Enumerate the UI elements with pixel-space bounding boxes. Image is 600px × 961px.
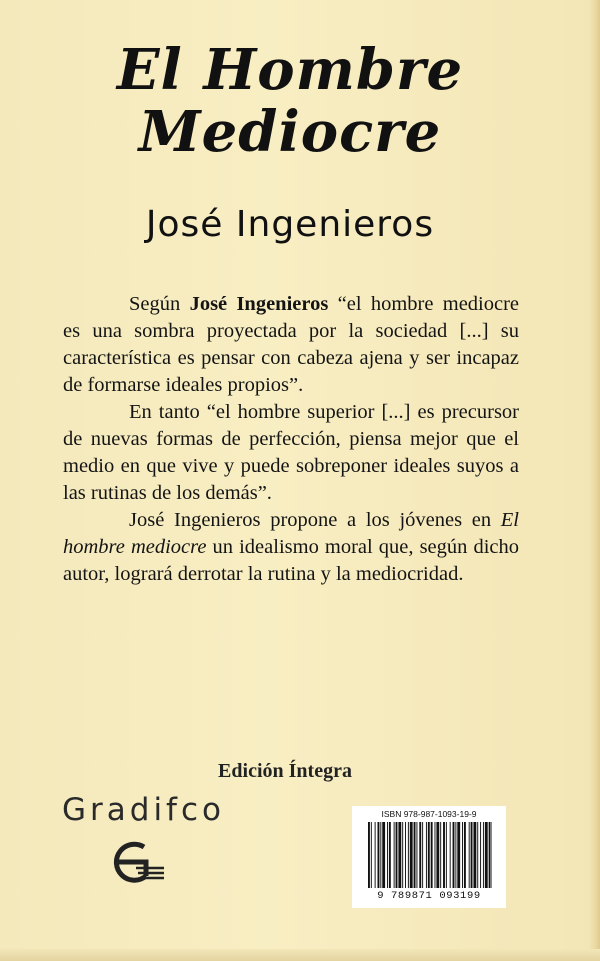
page-bottom-edge <box>0 949 600 961</box>
synopsis-paragraph-1: Según José Ingenieros “el hombre mediocre es una sombra proyectada por la sociedad [...] su característica es pensar con cabeza ajena y ser incapaz de formarse ideales propios”. <box>63 293 520 396</box>
synopsis-paragraph-3: José Ingenieros propone a los jóvenes en El hombre mediocre un idealismo moral que, según dicho autor, logrará derrotar la rutina y la mediocridad. <box>63 509 520 585</box>
synopsis-paragraph-2: En tanto “el hombre superior [...] es precursor de nuevas formas de perfección, piensa mejor que el medio en que vive y puede sobreponer ideales suyos a las rutinas de los demás”. <box>63 401 519 504</box>
gradifco-logo-icon <box>108 838 168 888</box>
author-name-bold: José Ingenieros <box>189 293 329 315</box>
synopsis <box>63 291 519 588</box>
book-title-line-2: Mediocre <box>138 99 442 165</box>
edition-label: Edición Íntegra <box>218 760 352 782</box>
barcode <box>352 806 506 908</box>
spine-edge <box>590 0 600 961</box>
author-name: José Ingenieros <box>145 204 435 245</box>
book-title-italic: El hombre mediocre <box>63 509 519 558</box>
isbn-label: ISBN 978-987-1093-19-9 <box>381 809 477 819</box>
barcode-digits: 9 789871 093199 <box>377 890 481 902</box>
barcode-bars-icon <box>368 822 492 888</box>
book-title-line-1: El Hombre <box>116 37 464 103</box>
publisher-name: Gradifco <box>62 792 225 828</box>
